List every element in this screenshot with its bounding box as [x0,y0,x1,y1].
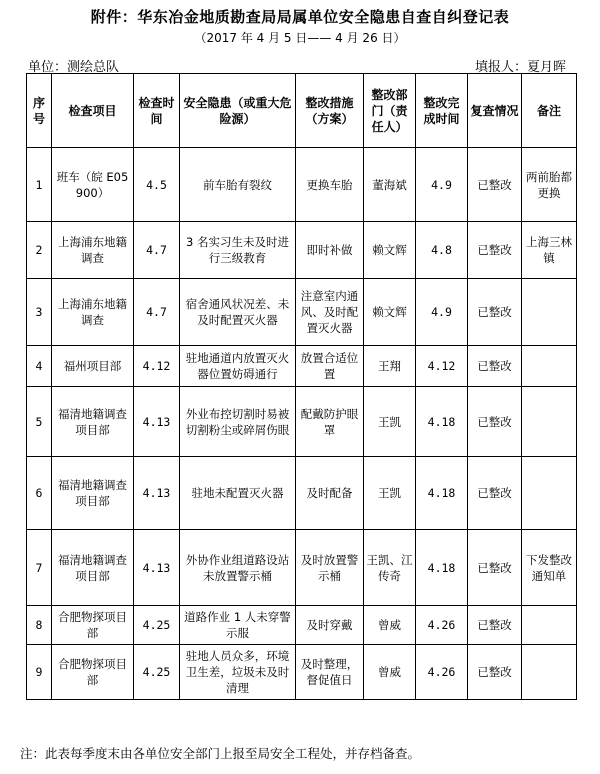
completion-date-cell: 4.18 [416,530,468,606]
completion-date-cell: 4.12 [416,346,468,387]
table-row [27,530,577,606]
review-status-cell: 已整改 [468,222,522,279]
completion-date-cell: 4.8 [416,222,468,279]
hazard-cell: 驻地通道内放置灭火器位置妨碍通行 [180,346,296,387]
hazard-cell: 道路作业 1 人未穿警示服 [180,606,296,645]
completion-date-cell: 4.18 [416,387,468,457]
check-item-cell: 福清地籍调查项目部 [52,457,134,530]
measure-cell: 及时放置警示桶 [296,530,364,606]
check-date-cell: 4.13 [134,387,180,457]
table-row [27,279,577,346]
hazard-cell: 驻地人员众多，环境卫生差，垃圾未及时清理 [180,645,296,700]
table-row [27,346,577,387]
check-date-cell: 4.13 [134,530,180,606]
measure-cell: 注意室内通风、及时配置灭火器 [296,279,364,346]
remark-cell: 上海三林镇 [522,222,577,279]
header-cell: 整改完成时间 [416,74,468,148]
responsible-cell: 曾威 [364,645,416,700]
remark-cell: 两前胎都更换 [522,148,577,222]
remark-cell [522,346,577,387]
responsible-cell: 王凯、江传奇 [364,530,416,606]
check-date-cell: 4.5 [134,148,180,222]
hazard-register-table [26,73,577,700]
remark-cell [522,387,577,457]
table-row [27,222,577,279]
remark-cell: 下发整改通知单 [522,530,577,606]
hazard-cell: 3 名实习生未及时进行三级教育 [180,222,296,279]
check-date-cell: 4.7 [134,279,180,346]
row-number-cell: 7 [27,530,52,606]
check-date-cell: 4.7 [134,222,180,279]
responsible-cell: 曾威 [364,606,416,645]
row-number-cell: 5 [27,387,52,457]
row-number-cell: 9 [27,645,52,700]
hazard-cell: 外业布控切割时易被切割粉尘或碎屑伤眼 [180,387,296,457]
remark-cell [522,457,577,530]
measure-cell: 放置合适位置 [296,346,364,387]
measure-cell: 及时穿戴 [296,606,364,645]
header-cell: 序号 [27,74,52,148]
review-status-cell: 已整改 [468,387,522,457]
review-status-cell: 已整改 [468,346,522,387]
hazard-cell: 外协作业组道路设站未放置警示桶 [180,530,296,606]
footnote: 注：此表每季度末由各单位安全部门上报至局安全工程处，并存档备查。 [20,746,421,761]
hazard-cell: 驻地未配置灭火器 [180,457,296,530]
check-item-cell: 上海浦东地籍调查 [52,279,134,346]
completion-date-cell: 4.18 [416,457,468,530]
header-cell: 检查时间 [134,74,180,148]
check-date-cell: 4.13 [134,457,180,530]
review-status-cell: 已整改 [468,148,522,222]
check-date-cell: 4.25 [134,606,180,645]
header-cell: 安全隐患（或重大危险源） [180,74,296,148]
date-range: （2017 年 4 月 5 日—— 4 月 26 日） [194,31,406,45]
row-number-cell: 1 [27,148,52,222]
header-cell: 备注 [522,74,577,148]
check-item-cell: 福清地籍调查项目部 [52,387,134,457]
table-row [27,148,577,222]
check-item-cell: 福清地籍调查项目部 [52,530,134,606]
unit-label: 单位：测绘总队 [28,60,120,75]
header-cell: 检查项目 [52,74,134,148]
measure-cell: 及时配备 [296,457,364,530]
row-number-cell: 3 [27,279,52,346]
responsible-cell: 赖文辉 [364,279,416,346]
review-status-cell: 已整改 [468,645,522,700]
responsible-cell: 王凯 [364,457,416,530]
header-cell: 整改部门（责任人） [364,74,416,148]
completion-date-cell: 4.26 [416,606,468,645]
filler-label: 填报人：夏月晖 [474,60,566,75]
hazard-cell: 前车胎有裂纹 [180,148,296,222]
review-status-cell: 已整改 [468,457,522,530]
measure-cell: 即时补做 [296,222,364,279]
review-status-cell: 已整改 [468,606,522,645]
responsible-cell: 董海斌 [364,148,416,222]
table-row [27,387,577,457]
measure-cell: 配戴防护眼罩 [296,387,364,457]
header-cell: 整改措施（方案） [296,74,364,148]
remark-cell [522,606,577,645]
hazard-cell: 宿舍通风状况差、未及时配置灭火器 [180,279,296,346]
review-status-cell: 已整改 [468,530,522,606]
completion-date-cell: 4.9 [416,148,468,222]
check-item-cell: 福州项目部 [52,346,134,387]
check-item-cell: 班车（皖 E05900） [52,148,134,222]
header-cell: 复查情况 [468,74,522,148]
document-title: 附件：华东冶金地质勘查局局属单位安全隐患自查自纠登记表 [90,8,510,26]
row-number-cell: 8 [27,606,52,645]
row-number-cell: 2 [27,222,52,279]
completion-date-cell: 4.9 [416,279,468,346]
check-item-cell: 上海浦东地籍调查 [52,222,134,279]
review-status-cell: 已整改 [468,279,522,346]
measure-cell: 更换车胎 [296,148,364,222]
table-row [27,606,577,645]
row-number-cell: 6 [27,457,52,530]
completion-date-cell: 4.26 [416,645,468,700]
measure-cell: 及时整理，督促值日 [296,645,364,700]
check-item-cell: 合肥物探项目部 [52,606,134,645]
check-date-cell: 4.12 [134,346,180,387]
remark-cell [522,279,577,346]
check-date-cell: 4.25 [134,645,180,700]
responsible-cell: 王凯 [364,387,416,457]
table-row [27,457,577,530]
remark-cell [522,645,577,700]
responsible-cell: 赖文辉 [364,222,416,279]
check-item-cell: 合肥物探项目部 [52,645,134,700]
row-number-cell: 4 [27,346,52,387]
table-row [27,645,577,700]
responsible-cell: 王翔 [364,346,416,387]
table-header-row [27,74,577,148]
